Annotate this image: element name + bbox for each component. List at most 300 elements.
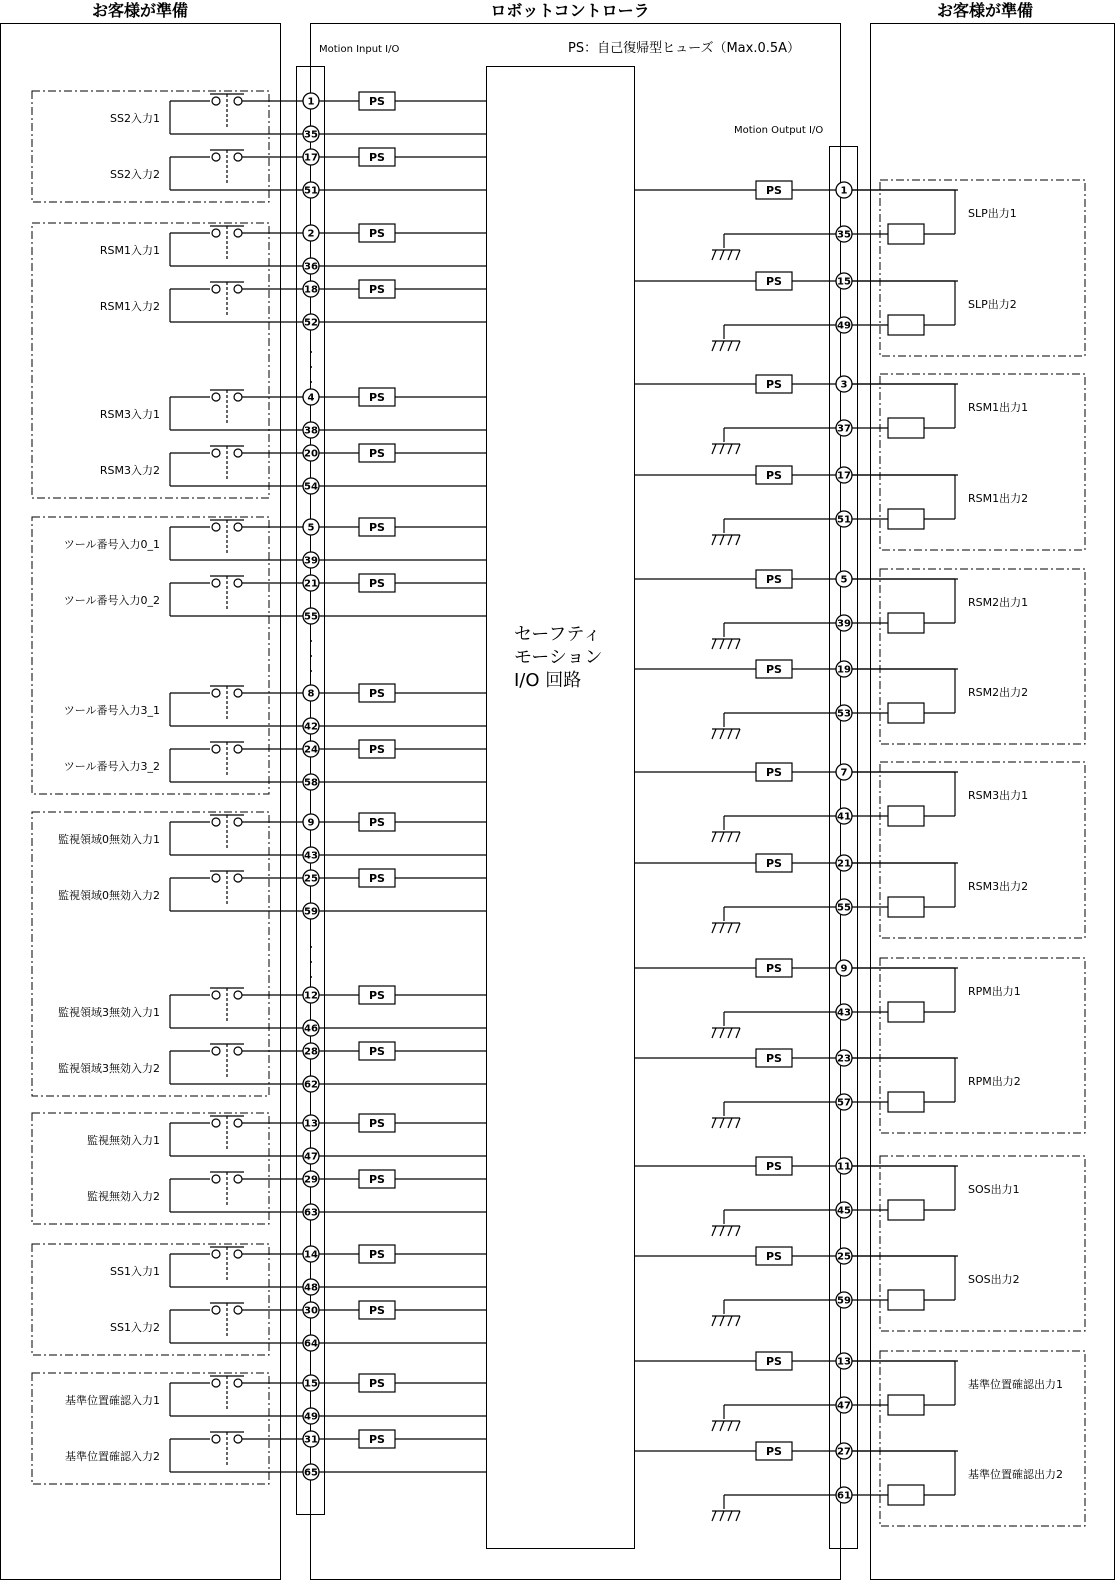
output-circuits (634, 180, 1085, 1526)
fuse-label: PS (369, 1045, 385, 1058)
ps-note: PS：自己復帰型ヒューズ（Max.0.5A） (568, 41, 801, 56)
switch-contact (212, 1379, 220, 1387)
pin-number: 11 (837, 1161, 851, 1173)
ground-hatch (720, 1226, 724, 1236)
output-label: RSM3出力2 (968, 880, 1029, 893)
ground-hatch (736, 1421, 740, 1431)
input-label: 基準位置確認入力2 (65, 1450, 160, 1463)
ground-hatch (712, 535, 716, 545)
output-circuit (634, 854, 1028, 933)
output-label: SLP出力2 (968, 298, 1017, 311)
input-circuit (100, 224, 486, 274)
pin-number: 5 (307, 522, 315, 534)
pin-number: 55 (304, 611, 318, 623)
dot: ・ (305, 361, 317, 374)
pin-number: 53 (837, 708, 851, 720)
pin-number: 1 (840, 185, 848, 197)
output-label: RSM2出力1 (968, 596, 1029, 609)
input-circuit (65, 1374, 486, 1424)
dot: ・ (305, 941, 317, 954)
pin-number: 8 (307, 688, 315, 700)
customer-group-box (32, 91, 269, 202)
input-label: 基準位置確認入力1 (65, 1394, 160, 1407)
ground-hatch (728, 832, 732, 842)
ground-hatch (736, 1028, 740, 1038)
fuse-label: PS (766, 1445, 782, 1458)
input-label: ツール番号入力0_1 (63, 538, 160, 551)
input-label: 監視領域0無効入力1 (58, 833, 160, 846)
switch-contact (212, 449, 220, 457)
input-label: SS1入力2 (110, 1321, 160, 1334)
header-center: ロボットコントローラ (490, 1, 650, 20)
ground-hatch (728, 1421, 732, 1431)
switch-contact (234, 745, 242, 753)
switch-contact (212, 1119, 220, 1127)
ground-hatch (728, 535, 732, 545)
output-label: SLP出力1 (968, 207, 1017, 220)
ground-hatch (728, 639, 732, 649)
ground-hatch (720, 1028, 724, 1038)
output-label: RSM1出力2 (968, 492, 1029, 505)
ground-hatch (720, 535, 724, 545)
ground-hatch (712, 1226, 716, 1236)
input-circuit (110, 1301, 486, 1351)
switch-contact (212, 1250, 220, 1258)
fuse-label: PS (369, 283, 385, 296)
pin-number: 5 (840, 574, 848, 586)
fuse-label: PS (369, 577, 385, 590)
customer-group-box (32, 223, 269, 498)
switch-contact (234, 689, 242, 697)
input-label: RSM3入力1 (99, 408, 160, 421)
fuse-label: PS (766, 275, 782, 288)
pin-number: 52 (304, 317, 318, 329)
pin-number: 37 (837, 423, 851, 435)
fuse-label: PS (766, 1250, 782, 1263)
pin-number: 36 (304, 261, 318, 273)
switch-contact (234, 1047, 242, 1055)
ground-hatch (720, 250, 724, 260)
fuse-label: PS (369, 1304, 385, 1317)
load-resistor (888, 703, 924, 723)
ground-hatch (720, 444, 724, 454)
pin-number: 17 (837, 470, 851, 482)
pin-number: 61 (837, 1490, 851, 1502)
ground-hatch (736, 832, 740, 842)
output-circuit (634, 1157, 1020, 1236)
pin-number: 54 (304, 481, 318, 493)
output-circuit (634, 660, 1028, 739)
switch-contact (212, 285, 220, 293)
pin-number: 7 (840, 767, 848, 779)
pin-number: 12 (304, 990, 318, 1002)
switch-contact (212, 579, 220, 587)
output-terminal-strip (830, 147, 858, 1549)
output-label: 基準位置確認出力2 (968, 1468, 1063, 1481)
input-circuit (87, 1170, 486, 1220)
switch-contact (234, 1175, 242, 1183)
pin-number: 27 (837, 1446, 851, 1458)
dot: ・ (305, 971, 317, 984)
load-resistor (888, 509, 924, 529)
pin-number: 65 (304, 1467, 318, 1479)
pin-number: 21 (304, 578, 318, 590)
input-circuit (64, 684, 486, 734)
switch-contact (234, 1119, 242, 1127)
input-label: 監視領域0無効入力2 (58, 889, 160, 902)
dot: ・ (305, 956, 317, 969)
circuit-label-line1: セーフティ (514, 624, 601, 645)
pin-number: 41 (837, 811, 851, 823)
output-circuit (634, 272, 1017, 351)
ground-hatch (736, 923, 740, 933)
ground-hatch (728, 729, 732, 739)
pin-number: 21 (837, 858, 851, 870)
ground-hatch (720, 729, 724, 739)
switch-contact (234, 1435, 242, 1443)
input-circuit (87, 1114, 486, 1164)
switch-contact (212, 818, 220, 826)
pin-number: 55 (837, 902, 851, 914)
load-resistor (888, 1092, 924, 1112)
input-circuit (110, 1245, 486, 1295)
pin-number: 25 (837, 1251, 851, 1263)
input-label: ツール番号入力3_2 (63, 760, 160, 773)
pin-number: 39 (304, 555, 318, 567)
fuse-label: PS (369, 687, 385, 700)
circuit-label-line2: モーション (514, 647, 603, 668)
load-resistor (888, 224, 924, 244)
pin-number: 35 (304, 129, 318, 141)
fuse-label: PS (766, 1052, 782, 1065)
pin-number: 18 (304, 284, 318, 296)
fuse-label: PS (369, 1173, 385, 1186)
dot: ・ (305, 665, 317, 678)
dot: ・ (305, 346, 317, 359)
pin-number: 48 (304, 1282, 318, 1294)
input-circuit (65, 1430, 486, 1480)
switch-contact (234, 1379, 242, 1387)
ground-hatch (736, 341, 740, 351)
pin-number: 20 (304, 448, 318, 460)
output-label: RPM出力2 (968, 1075, 1021, 1088)
pin-number: 38 (304, 425, 318, 437)
output-label: SOS出力1 (968, 1183, 1020, 1196)
input-circuit (58, 813, 486, 863)
load-resistor (888, 897, 924, 917)
input-label: 監視領域3無効入力2 (58, 1062, 160, 1075)
ground-hatch (712, 1421, 716, 1431)
fuse-label: PS (369, 1248, 385, 1261)
load-resistor (888, 806, 924, 826)
fuse-label: PS (369, 391, 385, 404)
pin-number: 59 (304, 906, 318, 918)
load-resistor (888, 1395, 924, 1415)
input-circuits (32, 91, 486, 1484)
pin-number: 42 (304, 721, 318, 733)
ground-hatch (720, 1511, 724, 1521)
input-circuit (110, 92, 486, 142)
input-label: ツール番号入力0_2 (63, 594, 160, 607)
pin-number: 46 (304, 1023, 318, 1035)
input-label: SS1入力1 (110, 1265, 160, 1278)
input-label: 監視領域3無効入力1 (58, 1006, 160, 1019)
motion-output-label: Motion Output I/O (734, 125, 824, 136)
ground-hatch (720, 1421, 724, 1431)
load-resistor (888, 315, 924, 335)
ground-hatch (736, 1226, 740, 1236)
ground-hatch (712, 444, 716, 454)
switch-contact (212, 1175, 220, 1183)
circuit-label-line3: I/O 回路 (514, 670, 582, 691)
pin-number: 2 (307, 228, 315, 240)
output-circuit (634, 466, 1028, 545)
ground-hatch (736, 1118, 740, 1128)
output-circuit (634, 570, 1028, 649)
switch-contact (212, 523, 220, 531)
input-circuit (100, 280, 486, 330)
switch-contact (212, 97, 220, 105)
switch-contact (212, 229, 220, 237)
ground-hatch (712, 250, 716, 260)
input-circuit (58, 986, 486, 1036)
fuse-label: PS (369, 95, 385, 108)
switch-contact (212, 689, 220, 697)
switch-contact (234, 97, 242, 105)
pin-number: 19 (837, 664, 851, 676)
ground-hatch (712, 639, 716, 649)
pin-number: 49 (304, 1411, 318, 1423)
output-label: RPM出力1 (968, 985, 1021, 998)
switch-contact (234, 818, 242, 826)
switch-contact (212, 1435, 220, 1443)
fuse-label: PS (766, 378, 782, 391)
pin-number: 35 (837, 229, 851, 241)
dot: ・ (305, 376, 317, 389)
pin-number: 51 (837, 514, 851, 526)
ground-hatch (728, 250, 732, 260)
fuse-label: PS (766, 857, 782, 870)
pin-number: 24 (304, 744, 318, 756)
load-resistor (888, 1290, 924, 1310)
motion-input-label: Motion Input I/O (319, 44, 400, 55)
fuse-label: PS (766, 573, 782, 586)
pin-number: 43 (837, 1007, 851, 1019)
ground-hatch (728, 444, 732, 454)
pin-number: 58 (304, 777, 318, 789)
dot: ・ (305, 635, 317, 648)
fuse-label: PS (369, 227, 385, 240)
pin-number: 51 (304, 185, 318, 197)
ground-hatch (728, 341, 732, 351)
output-circuit (634, 763, 1028, 842)
pin-number: 3 (840, 379, 848, 391)
ground-hatch (736, 250, 740, 260)
ground-hatch (736, 729, 740, 739)
input-label: SS2入力2 (110, 168, 160, 181)
pin-number: 9 (307, 817, 315, 829)
fuse-label: PS (766, 469, 782, 482)
ground-hatch (712, 729, 716, 739)
ground-hatch (712, 1118, 716, 1128)
switch-contact (234, 991, 242, 999)
customer-group-box (32, 1113, 269, 1224)
pin-number: 63 (304, 1207, 318, 1219)
ground-hatch (712, 1511, 716, 1521)
pin-number: 25 (304, 873, 318, 885)
input-label: 監視無効入力2 (87, 1190, 160, 1203)
pin-number: 59 (837, 1295, 851, 1307)
pin-number: 39 (837, 618, 851, 630)
input-label: 監視無効入力1 (87, 1134, 160, 1147)
fuse-label: PS (369, 447, 385, 460)
pin-number: 43 (304, 850, 318, 862)
output-circuit (634, 1442, 1063, 1521)
fuse-label: PS (369, 743, 385, 756)
input-circuit (64, 574, 486, 624)
pin-number: 28 (304, 1046, 318, 1058)
load-resistor (888, 418, 924, 438)
input-circuit (110, 148, 486, 198)
ground-hatch (720, 923, 724, 933)
input-circuit (64, 740, 486, 790)
fuse-label: PS (369, 151, 385, 164)
safety-circuit-block (487, 67, 635, 1549)
fuse-label: PS (369, 989, 385, 1002)
ground-hatch (712, 1316, 716, 1326)
switch-contact (212, 153, 220, 161)
ground-hatch (720, 832, 724, 842)
pin-number: 45 (837, 1205, 851, 1217)
output-label: RSM1出力1 (968, 401, 1029, 414)
ground-hatch (720, 639, 724, 649)
pin-number: 1 (307, 96, 315, 108)
ground-hatch (712, 1028, 716, 1038)
fuse-label: PS (766, 184, 782, 197)
pin-number: 13 (304, 1118, 318, 1130)
load-resistor (888, 1485, 924, 1505)
pin-number: 30 (304, 1305, 318, 1317)
fuse-label: PS (369, 872, 385, 885)
input-circuit (58, 869, 486, 919)
header-left: お客様が準備 (91, 1, 189, 20)
ground-hatch (720, 341, 724, 351)
pin-number: 14 (304, 1249, 318, 1261)
ground-hatch (736, 444, 740, 454)
switch-contact (234, 1250, 242, 1258)
switch-contact (234, 579, 242, 587)
output-circuit (634, 1352, 1063, 1431)
load-resistor (888, 1200, 924, 1220)
output-label: 基準位置確認出力1 (968, 1378, 1063, 1391)
switch-contact (212, 874, 220, 882)
input-label: SS2入力1 (110, 112, 160, 125)
switch-contact (234, 1306, 242, 1314)
ground-hatch (728, 1118, 732, 1128)
ground-hatch (720, 1118, 724, 1128)
ground-hatch (720, 1316, 724, 1326)
output-circuit (634, 375, 1028, 454)
ground-hatch (736, 1511, 740, 1521)
switch-contact (234, 393, 242, 401)
input-circuit (64, 518, 486, 568)
fuse-label: PS (369, 521, 385, 534)
pin-number: 47 (837, 1400, 851, 1412)
fuse-label: PS (766, 962, 782, 975)
switch-contact (234, 449, 242, 457)
input-label: ツール番号入力3_1 (63, 704, 160, 717)
ground-hatch (712, 923, 716, 933)
output-label: SOS出力2 (968, 1273, 1020, 1286)
pin-number: 49 (837, 320, 851, 332)
fuse-label: PS (369, 816, 385, 829)
ground-hatch (728, 1226, 732, 1236)
fuse-label: PS (766, 1160, 782, 1173)
ground-hatch (728, 1028, 732, 1038)
load-resistor (888, 613, 924, 633)
pin-number: 17 (304, 152, 318, 164)
ground-hatch (736, 535, 740, 545)
fuse-label: PS (766, 663, 782, 676)
ground-hatch (728, 1316, 732, 1326)
pin-number: 31 (304, 1434, 318, 1446)
switch-contact (234, 523, 242, 531)
fuse-label: PS (766, 766, 782, 779)
fuse-label: PS (369, 1117, 385, 1130)
switch-contact (234, 874, 242, 882)
pin-number: 64 (304, 1338, 318, 1350)
ground-hatch (728, 1511, 732, 1521)
ground-hatch (728, 923, 732, 933)
header-right: お客様が準備 (936, 1, 1034, 20)
output-circuit (634, 181, 1017, 260)
switch-contact (212, 393, 220, 401)
fuse-label: PS (369, 1377, 385, 1390)
ground-hatch (712, 832, 716, 842)
pin-number: 62 (304, 1079, 318, 1091)
input-label: RSM1入力2 (99, 300, 160, 313)
fuse-label: PS (766, 1355, 782, 1368)
switch-contact (234, 153, 242, 161)
input-label: RSM1入力1 (99, 244, 160, 257)
pin-number: 57 (837, 1097, 851, 1109)
switch-contact (234, 229, 242, 237)
pin-number: 15 (837, 276, 851, 288)
switch-contact (212, 991, 220, 999)
switch-contact (212, 745, 220, 753)
controller-frame (311, 24, 841, 1580)
input-circuit (58, 1042, 486, 1092)
customer-group-box (32, 1373, 269, 1484)
input-circuit (100, 388, 486, 438)
output-circuit (634, 1049, 1021, 1128)
customer-group-box (32, 1244, 269, 1355)
input-circuit (100, 444, 486, 494)
output-circuit (634, 1247, 1020, 1326)
output-label: RSM3出力1 (968, 789, 1029, 802)
pin-number: 29 (304, 1174, 318, 1186)
fuse-label: PS (369, 1433, 385, 1446)
output-label: RSM2出力2 (968, 686, 1029, 699)
customer-group-box (32, 517, 269, 794)
load-resistor (888, 1002, 924, 1022)
ground-hatch (736, 639, 740, 649)
input-label: RSM3入力2 (99, 464, 160, 477)
pin-number: 9 (840, 963, 848, 975)
ground-hatch (736, 1316, 740, 1326)
pin-number: 23 (837, 1053, 851, 1065)
dot: ・ (305, 650, 317, 663)
